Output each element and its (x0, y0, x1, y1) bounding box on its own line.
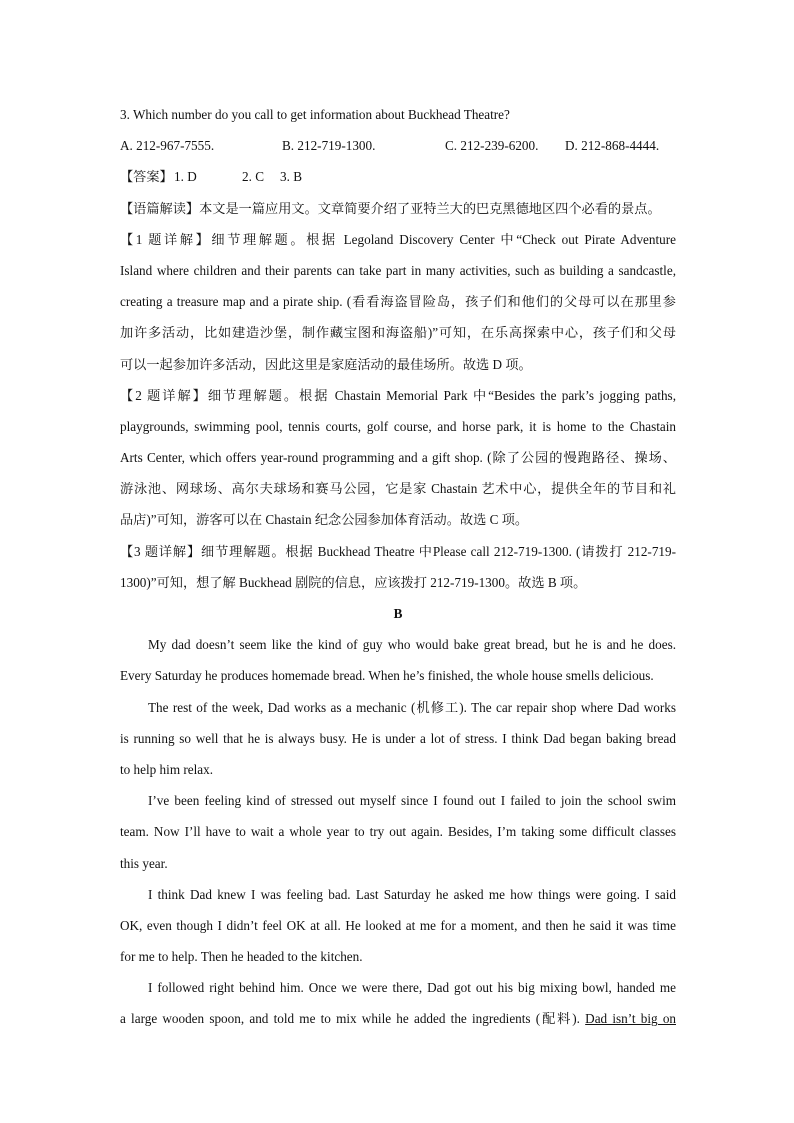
section-b-heading: B (393, 606, 403, 621)
analysis-q1-line: creating a treasure map and a pirate ship. (看看海盗冒险岛，孩子们和他们的父母可以在那里参 (120, 294, 676, 310)
underlined-phrase: Dad isn’t big on (585, 1011, 676, 1027)
analysis-q1-line: 可以一起参加许多活动，因此这里是家庭活动的最佳场所。故选 D 项。 (120, 356, 532, 372)
analysis-q3-line: 1300)”可知，想了解 Buckhead 剧院的信息，应该拨打 212-719-1300。故选 B 项。 (120, 574, 587, 590)
answer-options (120, 130, 676, 161)
analysis-q2-line: 【2 题详解】细节理解题。根据 Chastain Memorial Park 中“Besides the park’s jogging paths, (120, 387, 676, 403)
passage-line: team. Now I’ll have to wait a whole year to try out again. Besides, I’m taking some difficult classes (120, 824, 676, 840)
passage-line (120, 1003, 676, 1034)
passage-line: I think Dad knew I was feeling bad. Last Saturday he asked me how things were going. I said (148, 886, 676, 902)
analysis-q2-line: playgrounds, swimming pool, tennis courts, golf course, and horse park, it is home to the Chastain (120, 418, 676, 434)
document-page (120, 99, 676, 1035)
passage-line: My dad doesn’t seem like the kind of guy who would bake great bread, but he is and he does. (148, 637, 676, 653)
option-a: A. 212-967-7555. (120, 138, 215, 154)
answer-1: 1. D (174, 169, 197, 185)
answer-3: 3. B (280, 169, 302, 185)
analysis-q2-line: 游泳池、网球场、高尔夫球场和赛马公园，它是家 Chastain 艺术中心，提供全年的节目和礼 (120, 481, 676, 497)
passage-line-text: a large wooden spoon, and told me to mix while he added the ingredients (配料). (120, 1011, 580, 1027)
option-b: B. 212-719-1300. (282, 138, 376, 154)
analysis-summary: 【语篇解读】本文是一篇应用文。文章简要介绍了亚特兰大的巴克黑德地区四个必看的景点。 (120, 200, 661, 216)
passage-line: I followed right behind him. Once we were there, Dad got out his big mixing bowl, handed me (148, 980, 676, 996)
passage-line: OK, even though I didn’t feel OK at all. He looked at me for a moment, and then he said it was time (120, 917, 676, 933)
answer-key (120, 161, 676, 192)
question-3: 3. Which number do you call to get information about Buckhead Theatre? (120, 107, 510, 122)
passage-line: Every Saturday he produces homemade bread. When he’s finished, the whole house smells delicious. (120, 668, 654, 684)
passage-line: is running so well that he is always busy. He is under a lot of stress. I think Dad began baking bread (120, 730, 676, 746)
analysis-q2-line: Arts Center, which offers year-round programming and a gift shop. (除了公园的慢跑路径、操场、 (120, 450, 676, 466)
passage-line: for me to help. Then he headed to the kitchen. (120, 949, 363, 965)
analysis-q3-line: 【3 题详解】细节理解题。根据 Buckhead Theatre 中Please call 212-719-1300. (请拨打 212-719- (120, 543, 676, 559)
passage-line: The rest of the week, Dad works as a mechanic (机修工). The car repair shop where Dad works (148, 699, 676, 715)
passage-line: I’ve been feeling kind of stressed out myself since I found out I failed to join the school swim (148, 793, 676, 809)
passage-line: this year. (120, 855, 168, 871)
answer-2: 2. C (242, 169, 264, 185)
passage-line: to help him relax. (120, 761, 214, 777)
option-c: C. 212-239-6200. (445, 138, 539, 154)
analysis-q2-line: 品店)”可知，游客可以在 Chastain 纪念公园参加体育活动。故选 C 项。 (120, 512, 529, 528)
analysis-q1-line: Island where children and their parents can take part in many activities, such as building a sandcastle, (120, 262, 676, 278)
option-d: D. 212-868-4444. (565, 138, 660, 154)
analysis-q1-line: 【1 题详解】细节理解题。根据 Legoland Discovery Center 中“Check out Pirate Adventure (120, 231, 676, 247)
answer-label: 【答案】 (120, 169, 173, 185)
analysis-q1-line: 加许多活动，比如建造沙堡，制作藏宝图和海盗船)”可知，在乐高探索中心，孩子们和父母 (120, 325, 676, 341)
